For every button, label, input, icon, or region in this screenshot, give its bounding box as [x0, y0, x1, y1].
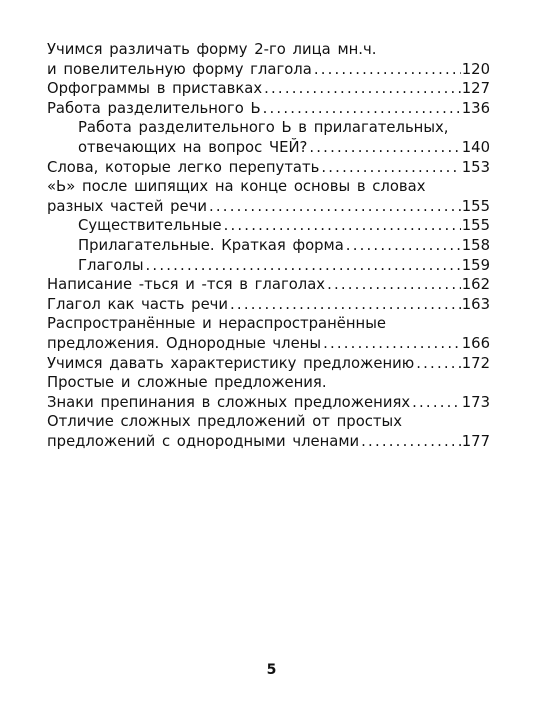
toc-entry	[47, 79, 490, 99]
toc-entry-page: 136	[461, 99, 490, 117]
toc-entry-title: и повелительную форму глагола	[47, 60, 312, 78]
toc-entry-page: 127	[461, 80, 490, 98]
toc-entry-page: 173	[461, 393, 490, 411]
toc-entry-title: Работа разделительного Ь в прилагательных,	[78, 119, 449, 137]
toc-entry-page: 153	[461, 158, 490, 176]
toc-entry-page: 177	[461, 432, 490, 450]
toc-entry-title: предложений с однородными членами	[47, 432, 360, 450]
toc-entry	[47, 138, 490, 158]
dot-leader	[146, 256, 461, 276]
toc-entry-page: 172	[461, 354, 490, 372]
dot-leader	[416, 354, 461, 374]
toc-entry-title: Слова, которые легко перепутать	[47, 158, 320, 176]
toc-entry-title: Знаки препинания в сложных предложениях	[47, 393, 411, 411]
toc-entry-page: 158	[461, 236, 490, 254]
toc-entry-page: 159	[461, 256, 490, 274]
toc-entry-page: 140	[461, 138, 490, 156]
toc-entry-page: 166	[461, 334, 490, 352]
dot-leader	[264, 79, 461, 99]
dot-leader	[321, 158, 460, 178]
toc-entry	[47, 256, 490, 276]
toc-entry-title: Учимся давать характеристику предложению	[47, 354, 415, 372]
dot-leader	[309, 138, 460, 158]
toc-entry-page: 120	[461, 60, 490, 78]
table-of-contents	[47, 40, 490, 451]
toc-entry	[47, 334, 490, 354]
toc-entry-page: 155	[461, 197, 490, 215]
dot-leader	[327, 275, 461, 295]
toc-entry	[47, 158, 490, 178]
toc-entry-title: Глаголы	[78, 256, 144, 274]
toc-entry-title: отвечающих на вопрос ЧЕЙ?	[78, 138, 308, 156]
toc-entry	[47, 216, 490, 236]
dot-leader	[263, 99, 461, 119]
page-number: 5	[266, 662, 277, 678]
toc-entry	[47, 60, 490, 80]
toc-entry	[47, 118, 490, 138]
toc-entry	[47, 314, 490, 334]
toc-entry	[47, 177, 490, 197]
toc-entry-title: Существительные	[78, 217, 222, 235]
toc-entry-title: Глагол как часть речи	[47, 295, 229, 313]
toc-entry	[47, 275, 490, 295]
toc-entry-title: предложения. Однородные члены	[47, 334, 322, 352]
toc-entry-page: 163	[461, 295, 490, 313]
toc-entry-title: Отличие сложных предложений от простых	[47, 413, 402, 431]
toc-entry-title: разных частей речи	[47, 197, 207, 215]
toc-entry-title: Простые и сложные предложения.	[47, 374, 327, 392]
toc-entry-title: Прилагательные. Краткая форма	[78, 236, 344, 254]
dot-leader	[209, 197, 461, 217]
toc-entry	[47, 354, 490, 374]
toc-entry	[47, 40, 490, 60]
dot-leader	[230, 295, 461, 315]
toc-entry-title: Распространённые и нераспространённые	[47, 315, 387, 333]
toc-entry	[47, 412, 490, 432]
toc-entry	[47, 99, 490, 119]
dot-leader	[412, 393, 461, 413]
toc-entry	[47, 236, 490, 256]
toc-entry-title: Работа разделительного Ь	[47, 99, 261, 117]
toc-entry-title: Написание -ться и -тся в глаголах	[47, 276, 326, 294]
toc-entry-title: Орфограммы в приставках	[47, 80, 263, 98]
dot-leader	[346, 236, 461, 256]
toc-entry	[47, 295, 490, 315]
toc-entry	[47, 373, 490, 393]
dot-leader	[323, 334, 461, 354]
dot-leader	[361, 432, 461, 452]
dot-leader	[314, 60, 461, 80]
toc-entry	[47, 393, 490, 413]
toc-entry-title: Учимся различать форму 2-го лица мн.ч.	[47, 41, 377, 58]
toc-entry	[47, 432, 490, 452]
toc-entry-title: «Ь» после шипящих на конце основы в словах	[47, 178, 426, 196]
toc-entry-page: 155	[461, 217, 490, 235]
toc-entry	[47, 197, 490, 217]
toc-entry-page: 162	[461, 276, 490, 294]
dot-leader	[224, 216, 461, 236]
